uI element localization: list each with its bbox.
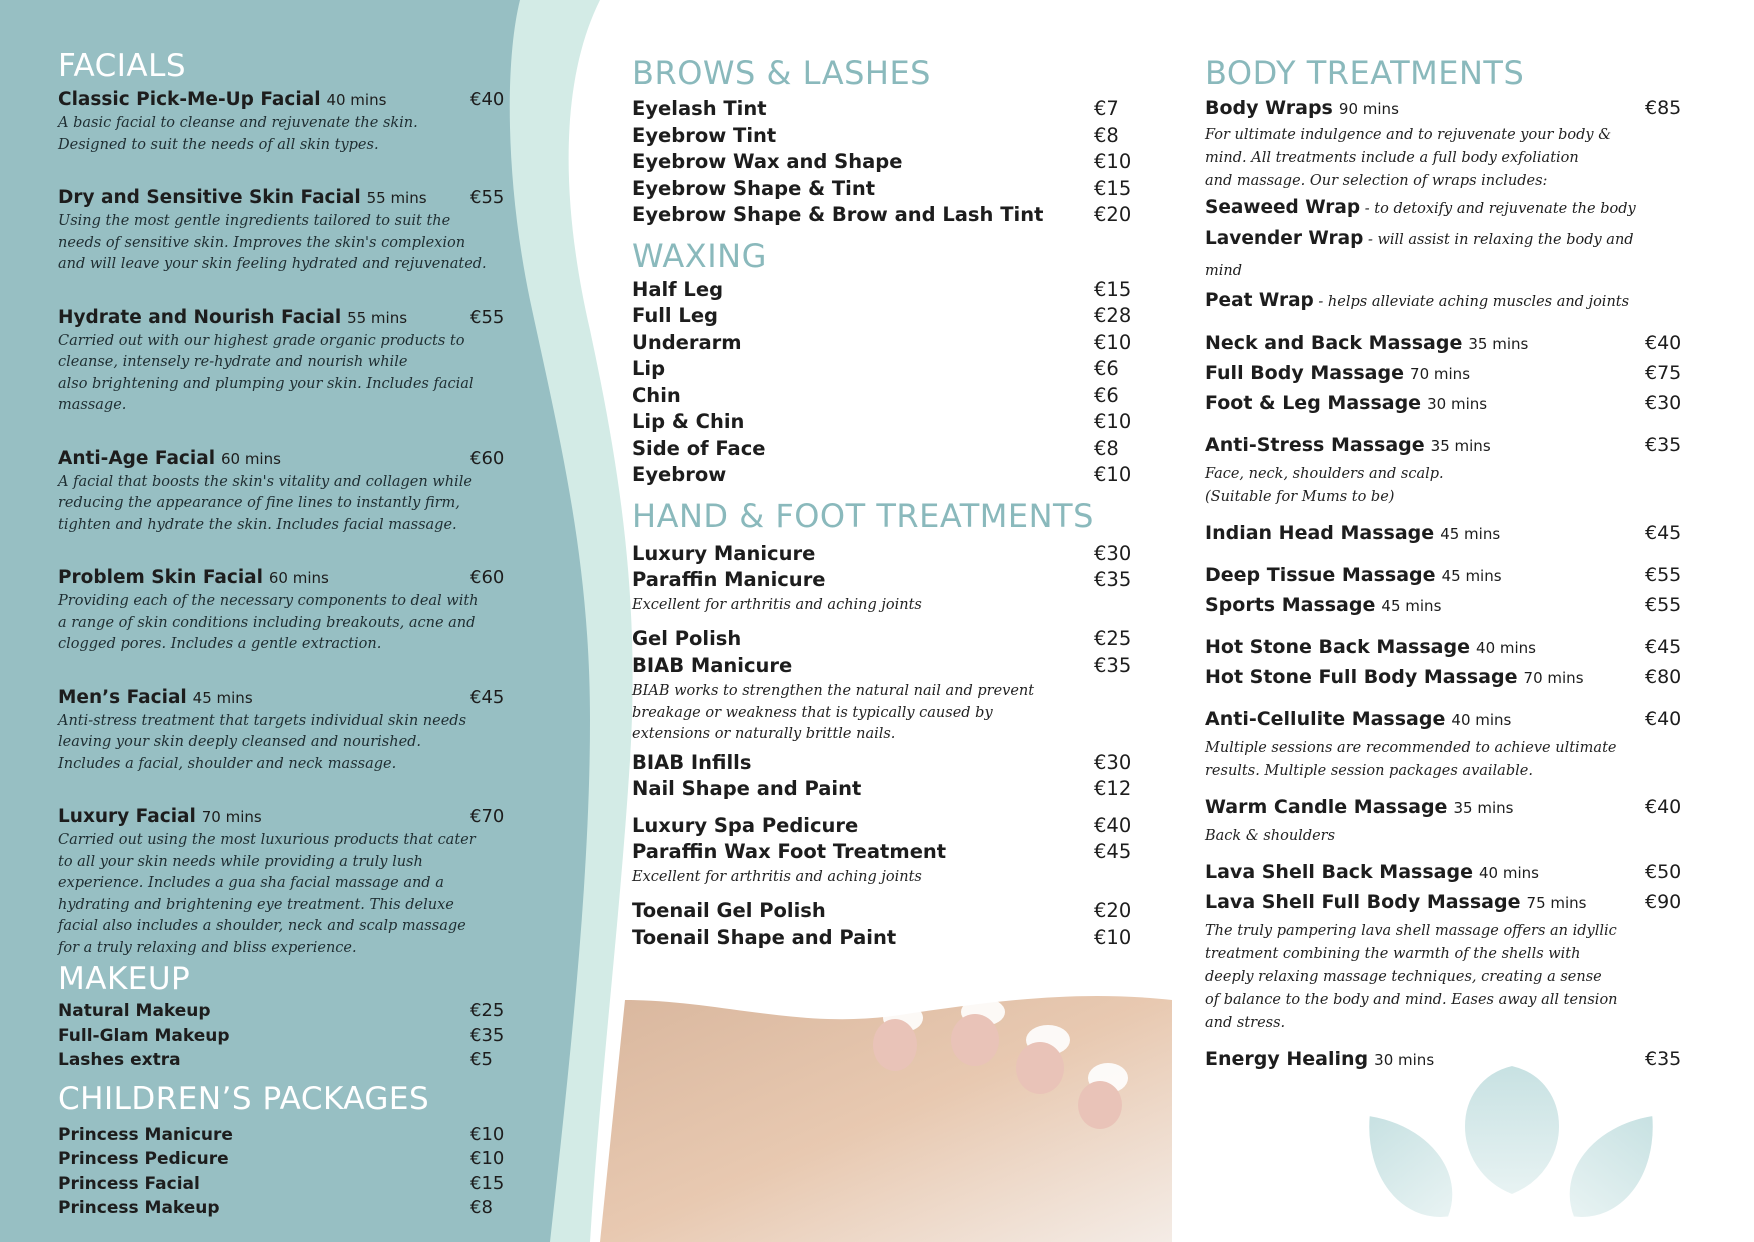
makeup-list (58, 999, 508, 1073)
list-item (632, 813, 1132, 840)
item-note: - to detoxify and rejuvenate the body (1360, 201, 1636, 217)
item-description (58, 331, 508, 417)
list-item (1205, 591, 1682, 621)
list-item (1205, 431, 1682, 461)
list-item (632, 626, 1132, 653)
item-price: €55 (470, 306, 505, 328)
hand-foot-list (632, 541, 1132, 952)
list-item (58, 1172, 508, 1197)
list-item (1205, 705, 1682, 735)
desc-line: Carried out using the most luxurious products that cater (58, 832, 476, 848)
item-price: €35 (1645, 1048, 1682, 1070)
desc-line: leaving your skin deeply cleansed and nourished. (58, 734, 422, 750)
item-price: €55 (1645, 594, 1682, 616)
item-name: BIAB Manicure (632, 653, 793, 677)
list-item (632, 409, 1132, 436)
item-duration: 40 mins (1479, 864, 1539, 882)
desc-line: Carried out with our highest grade organic products to (58, 332, 465, 349)
item-price: €10 (1094, 330, 1132, 354)
item-price: €15 (470, 1172, 505, 1194)
lotus-graphic (1344, 1065, 1678, 1237)
item-name: Side of Face (632, 436, 766, 460)
item-duration: 60 mins (268, 569, 329, 587)
desc-line: needs of sensitive skin. Improves the skin's complexion (58, 234, 466, 251)
list-item (1205, 888, 1682, 918)
desc-line: (Suitable for Mums to be) (1205, 489, 1395, 505)
item-name: Full Leg (632, 304, 718, 327)
item-duration: 55 mins (347, 308, 408, 327)
desc-line: extensions or naturally brittle nails. (632, 726, 896, 742)
list-item (1205, 1045, 1682, 1075)
item-name: Princess Makeup (58, 1198, 220, 1218)
facials-title: FACIALS (58, 48, 187, 84)
item-duration: 40 mins (1476, 639, 1536, 657)
item-description (1205, 825, 1675, 848)
item-name: Eyebrow Tint (632, 123, 777, 147)
brows-title: BROWS & LASHES (632, 54, 931, 92)
list-item (632, 356, 1132, 383)
item-name: Lava Shell Full Body Massage (1205, 891, 1521, 913)
list-item (632, 898, 1132, 925)
item-price: €28 (1094, 304, 1132, 327)
item-name: Eyebrow (632, 463, 727, 486)
item-name: Deep Tissue Massage (1205, 564, 1436, 586)
item-name: Gel Polish (632, 627, 742, 650)
item-description (1205, 463, 1675, 509)
item-name: Eyebrow Wax and Shape (632, 150, 903, 173)
list-item (1205, 858, 1682, 888)
item-name: Lip & Chin (632, 410, 745, 433)
item-price: €10 (1094, 150, 1132, 173)
desc-line: reducing the appearance of fine lines to instantly firm, (58, 495, 460, 511)
item-price: €75 (1645, 362, 1682, 384)
item-price: €40 (1645, 796, 1682, 818)
brows-list (632, 96, 1132, 229)
item-name: Luxury Facial (58, 806, 196, 827)
item-price: €85 (1645, 97, 1682, 119)
item-duration: 90 mins (1338, 100, 1399, 118)
desc-line: facial also includes a shoulder, neck and scalp massage (58, 918, 466, 934)
item-name: Anti-Age Facial (58, 447, 216, 469)
item-price: €30 (1094, 541, 1132, 565)
wrap-option (1205, 286, 1675, 317)
list-item (632, 383, 1132, 410)
desc-line: massage. (58, 397, 127, 413)
facial-item (58, 447, 508, 537)
desc-line: a range of skin conditions including breakouts, acne and (58, 614, 476, 631)
wrap-option (1205, 193, 1675, 224)
desc-line: Multiple sessions are recommended to achieve ultimate (1205, 740, 1617, 756)
facial-header (58, 186, 508, 210)
item-duration: 40 mins (326, 91, 387, 109)
list-item (1205, 94, 1682, 124)
list-item (632, 462, 1132, 489)
facials-list (58, 88, 508, 959)
item-name: Lava Shell Back Massage (1205, 861, 1473, 883)
list-item (632, 277, 1132, 304)
list-item (58, 1147, 508, 1172)
item-price: €35 (1645, 434, 1682, 456)
list-item (632, 541, 1132, 568)
item-name: Indian Head Massage (1205, 522, 1435, 544)
children-list (58, 1123, 508, 1221)
item-duration: 70 mins (201, 808, 262, 826)
item-name: Neck and Back Massage (1205, 332, 1463, 354)
item-price: €5 (470, 1049, 493, 1070)
item-note: Excellent for arthritis and aching joints (632, 596, 922, 613)
item-name: Princess Manicure (58, 1124, 233, 1145)
facial-header (58, 306, 508, 330)
desc-line: of balance to the body and mind. Eases away all tension (1205, 992, 1618, 1008)
makeup-title: MAKEUP (58, 961, 191, 997)
desc-line: Includes a facial, shoulder and neck massage. (58, 755, 397, 772)
item-price: €60 (470, 567, 505, 588)
item-name: Full-Glam Makeup (58, 1025, 230, 1046)
desc-line: and will leave your skin feeling hydrated and rejuvenated. (58, 256, 487, 272)
item-duration: 60 mins (220, 449, 281, 468)
list-item (58, 1024, 508, 1049)
desc-line: deeply relaxing massage techniques, creating a sense (1205, 969, 1602, 985)
item-price: €45 (1645, 522, 1682, 544)
item-price: €40 (470, 89, 505, 110)
item-price: €10 (1094, 410, 1132, 433)
item-name: Eyebrow Shape & Brow and Lash Tint (632, 203, 1044, 226)
item-name: Chin (632, 383, 681, 407)
desc-line: to all your skin needs while providing a truly lush (58, 853, 423, 870)
item-name: Peat Wrap (1205, 290, 1314, 311)
item-price: €7 (1094, 97, 1119, 120)
desc-line: For ultimate indulgence and to rejuvenate your body & (1205, 127, 1612, 143)
item-note: Excellent for arthritis and aching joints (632, 868, 922, 885)
item-price: €45 (1645, 636, 1682, 658)
item-price: €45 (470, 686, 505, 708)
list-item (632, 776, 1132, 803)
desc-line: Using the most gentle ingredients tailored to suit the (58, 213, 451, 229)
item-price: €25 (1094, 627, 1132, 650)
facial-item (58, 686, 508, 776)
item-price: €80 (1645, 666, 1682, 688)
item-name: Half Leg (632, 277, 724, 301)
item-name: Paraffin Wax Foot Treatment (632, 840, 947, 863)
item-duration: 30 mins (1374, 1051, 1435, 1069)
item-name: Eyebrow Shape & Tint (632, 176, 876, 200)
item-duration: 30 mins (1427, 395, 1488, 413)
desc-line: clogged pores. Includes a gentle extraction. (58, 636, 382, 652)
desc-line: A basic facial to cleanse and rejuvenate the skin. (58, 115, 418, 131)
item-price: €10 (1094, 925, 1132, 949)
list-item (58, 1048, 508, 1073)
item-price: €20 (1094, 203, 1132, 226)
right-column (1205, 54, 1682, 1075)
facial-item (58, 186, 508, 276)
item-name: Lip (632, 357, 666, 380)
list-item (1205, 519, 1682, 549)
list-item (1205, 329, 1682, 359)
desc-line: for a truly relaxing and bliss experience. (58, 939, 357, 956)
item-price: €8 (1094, 123, 1119, 147)
item-description (632, 681, 1132, 746)
item-price: €6 (1094, 357, 1119, 380)
item-duration: 70 mins (1523, 669, 1584, 687)
item-duration: 35 mins (1430, 437, 1491, 455)
desc-line: Back & shoulders (1205, 828, 1336, 844)
facial-header (58, 447, 508, 471)
item-price: €30 (1094, 750, 1132, 774)
list-item (632, 653, 1132, 680)
item-description (58, 711, 508, 776)
desc-line: treatment combining the warmth of the shells with (1205, 946, 1581, 962)
item-price: €40 (1094, 813, 1132, 837)
list-item (632, 176, 1132, 203)
desc-line: mind. All treatments include a full body exfoliation (1205, 150, 1579, 166)
list-item (58, 999, 508, 1024)
facial-header (58, 566, 508, 590)
item-name: Sports Massage (1205, 594, 1376, 616)
item-duration: 70 mins (1410, 365, 1471, 383)
desc-line: A facial that boosts the skin's vitality and collagen while (58, 473, 472, 490)
item-duration: 45 mins (1381, 597, 1442, 615)
item-name: Princess Pedicure (58, 1149, 229, 1169)
item-price: €70 (470, 806, 505, 827)
item-name: Classic Pick-Me-Up Facial (58, 89, 321, 110)
item-price: €25 (470, 1000, 505, 1021)
item-price: €30 (1645, 392, 1682, 414)
list-item (632, 750, 1132, 777)
item-description (58, 113, 508, 156)
item-description (1205, 124, 1675, 193)
list-item (1205, 663, 1682, 693)
item-name: Anti-Stress Massage (1205, 434, 1425, 456)
item-note: - will assist in relaxing the body and mind (1205, 232, 1634, 279)
item-duration: 45 mins (192, 688, 253, 707)
list-item (632, 839, 1132, 866)
item-price: €10 (470, 1148, 505, 1169)
list-item (58, 1196, 508, 1221)
list-item (58, 1123, 508, 1148)
item-name: Lavender Wrap (1205, 228, 1364, 249)
item-price: €15 (1094, 176, 1132, 200)
item-price: €12 (1094, 777, 1132, 800)
item-name: Luxury Manicure (632, 541, 816, 565)
item-price: €55 (1645, 564, 1682, 586)
item-name: Princess Facial (58, 1173, 200, 1194)
facial-item (58, 88, 508, 156)
item-price: €10 (1094, 463, 1132, 486)
desc-line: and stress. (1205, 1015, 1286, 1031)
item-duration: 40 mins (1451, 711, 1512, 729)
desc-line: Face, neck, shoulders and scalp. (1205, 466, 1444, 482)
facial-item (58, 306, 508, 417)
list-item (632, 436, 1132, 463)
item-description (58, 830, 508, 959)
facial-header (58, 88, 508, 112)
item-name: Toenail Gel Polish (632, 899, 826, 922)
item-description (58, 472, 508, 537)
list-item (632, 96, 1132, 123)
item-price: €8 (1094, 436, 1119, 460)
desc-line: Anti-stress treatment that targets individual skin needs (58, 712, 467, 729)
item-name: Underarm (632, 330, 742, 354)
item-description (1205, 920, 1675, 1035)
item-note: - helps alleviate aching muscles and joints (1313, 294, 1630, 310)
item-price: €90 (1645, 891, 1682, 913)
item-price: €40 (1645, 708, 1682, 730)
item-name: Hot Stone Back Massage (1205, 636, 1470, 658)
facial-item (58, 566, 508, 656)
item-price: €6 (1094, 383, 1119, 407)
facial-header (58, 805, 508, 829)
item-name: BIAB Infills (632, 750, 752, 774)
desc-line: also brightening and plumping your skin. Includes facial (58, 375, 474, 392)
item-price: €35 (470, 1024, 505, 1046)
item-price: €35 (1094, 568, 1132, 591)
list-item (1205, 793, 1682, 823)
item-name: Toenail Shape and Paint (632, 925, 897, 949)
item-duration: 35 mins (1468, 335, 1529, 353)
item-name: Hydrate and Nourish Facial (58, 306, 342, 328)
desc-line: BIAB works to strengthen the natural nail and prevent (632, 683, 1035, 699)
list-item (632, 330, 1132, 357)
item-name: Full Body Massage (1205, 362, 1404, 384)
item-description (1205, 737, 1675, 783)
hand-foot-title: HAND & FOOT TREATMENTS (632, 496, 1094, 535)
waxing-list (632, 277, 1132, 489)
list-item (1205, 561, 1682, 591)
item-name: Hot Stone Full Body Massage (1205, 666, 1518, 688)
item-name: Seaweed Wrap (1205, 197, 1361, 218)
desc-line: The truly pampering lava shell massage offers an idyllic (1205, 923, 1617, 939)
list-item (632, 149, 1132, 176)
item-price: €55 (470, 187, 505, 208)
item-price: €20 (1094, 899, 1132, 922)
desc-line: experience. Includes a gua sha facial massage and a (58, 875, 444, 891)
item-price: €10 (470, 1123, 505, 1145)
facial-header (58, 686, 508, 710)
left-column (58, 48, 508, 1221)
item-name: Nail Shape and Paint (632, 777, 862, 800)
item-price: €35 (1094, 653, 1132, 677)
wrap-option (1205, 224, 1675, 286)
list-item (632, 925, 1132, 952)
desc-line: results. Multiple session packages available. (1205, 763, 1533, 779)
item-name: Dry and Sensitive Skin Facial (58, 187, 361, 208)
item-price: €60 (470, 447, 505, 469)
facial-item (58, 805, 508, 959)
desc-line: breakage or weakness that is typically caused by (632, 704, 993, 721)
list-item (632, 123, 1132, 150)
item-duration: 55 mins (366, 189, 427, 207)
list-item (1205, 633, 1682, 663)
waxing-title: WAXING (632, 236, 767, 275)
middle-column (632, 54, 1132, 951)
desc-line: hydrating and brightening eye treatment. This deluxe (58, 896, 454, 913)
item-description (58, 591, 508, 656)
item-price: €50 (1645, 861, 1682, 883)
item-name: Natural Makeup (58, 1001, 211, 1021)
item-duration: 35 mins (1453, 799, 1514, 817)
item-duration: 45 mins (1440, 525, 1501, 543)
item-name: Luxury Spa Pedicure (632, 813, 859, 837)
item-duration: 45 mins (1441, 567, 1502, 585)
item-price: €45 (1094, 840, 1132, 863)
item-description (58, 211, 508, 276)
children-title: CHILDREN’S PACKAGES (58, 1080, 430, 1117)
desc-line: Providing each of the necessary components to deal with (58, 593, 479, 609)
list-item (632, 567, 1132, 594)
desc-line: tighten and hydrate the skin. Includes facial massage. (58, 516, 457, 533)
desc-line: Designed to suit the needs of all skin types. (58, 136, 379, 153)
item-name: Men’s Facial (58, 686, 187, 708)
item-name: Warm Candle Massage (1205, 796, 1448, 818)
list-item (1205, 359, 1682, 389)
item-name: Lashes extra (58, 1050, 181, 1070)
item-price: €40 (1645, 332, 1682, 354)
item-price: €8 (470, 1197, 493, 1218)
desc-line: cleanse, intensely re-hydrate and nourish while (58, 354, 408, 370)
item-price: €15 (1094, 277, 1132, 301)
list-item (632, 202, 1132, 229)
item-name: Anti-Cellulite Massage (1205, 708, 1446, 730)
item-name: Eyelash Tint (632, 97, 767, 120)
item-name: Foot & Leg Massage (1205, 392, 1422, 414)
desc-line: and massage. Our selection of wraps includes: (1205, 173, 1548, 189)
item-name: Energy Healing (1205, 1048, 1369, 1070)
list-item (1205, 389, 1682, 419)
item-name: Body Wraps (1205, 97, 1333, 119)
list-item (632, 303, 1132, 330)
body-title: BODY TREATMENTS (1205, 54, 1525, 92)
item-duration: 75 mins (1526, 894, 1587, 912)
item-name: Problem Skin Facial (58, 567, 263, 588)
item-name: Paraffin Manicure (632, 568, 826, 591)
